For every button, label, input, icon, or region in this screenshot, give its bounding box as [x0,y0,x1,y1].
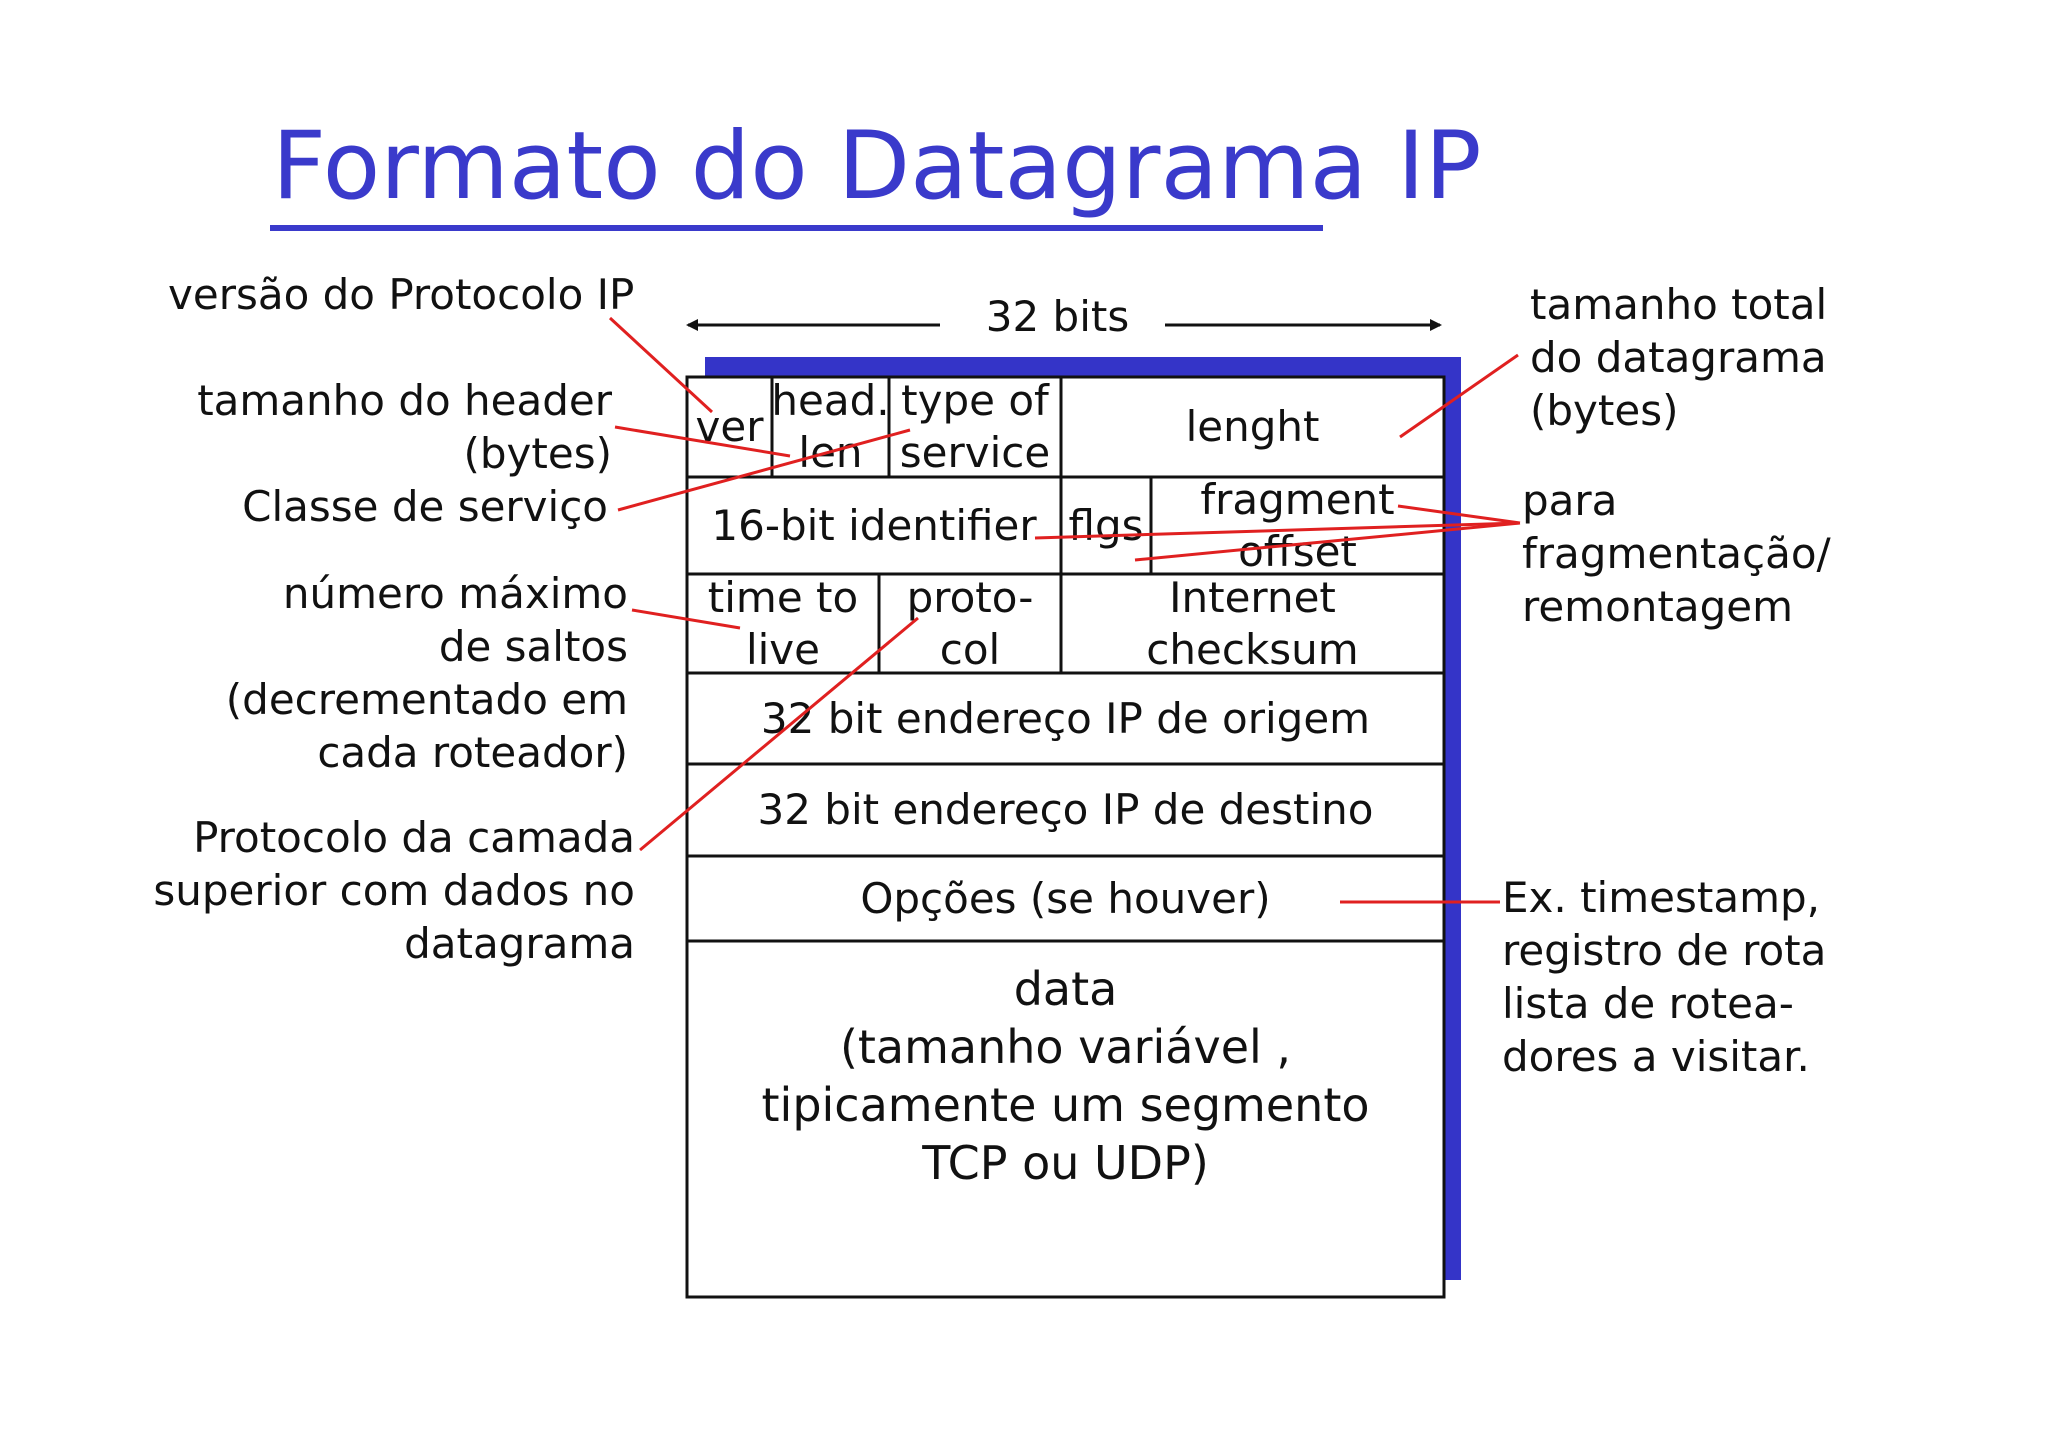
leader-service-class [618,430,910,510]
annotation-options-example-line3: lista de rotea- [1502,979,1794,1028]
field-checksum-line2: checksum [1146,624,1359,674]
annotation-options-example-line2: registro de rota [1502,926,1827,975]
annotation-upper-protocol-line1: Protocolo da camada [193,813,635,862]
field-ttl-line2: live [745,624,821,674]
field-frag-offset-line2: offset [1238,526,1357,576]
field-tos-line1: type of [901,376,1049,425]
annotation-header-size-line1: tamanho do header [197,376,612,425]
leader-header-size [615,427,790,456]
annotation-max-hops-line1: número máximo [282,569,628,618]
field-data-line4: TCP ou UDP) [922,1136,1209,1190]
field-dst-label: 32 bit endereço IP de destino [757,785,1374,834]
field-head-len-line1: head. [771,376,890,425]
width-label: 32 bits [985,292,1130,341]
leader-total-size [1400,355,1518,437]
annotation-upper-protocol-line2: superior com dados no [153,866,635,915]
field-flags-label: flgs [1068,500,1144,550]
annotation-total-size-line3: (bytes) [1530,386,1679,435]
annotation-options-example-line4: dores a visitar. [1502,1032,1810,1081]
annotation-version: versão do Protocolo IP [168,270,635,319]
field-data-line2: (tamanho variável , [839,1020,1292,1074]
field-options-label: Opções (se houver) [860,873,1271,923]
annotation-upper-protocol-line3: datagrama [404,919,635,968]
annotation-fragmentation-line1: para [1522,476,1618,525]
field-tos-line2: service [899,428,1051,477]
annotation-fragmentation-line3: remontagem [1522,582,1794,631]
field-checksum-line1: Internet [1169,572,1336,622]
field-identifier-label: 16-bit identifier [711,500,1037,550]
annotation-options-example-line1: Ex. timestamp, [1502,873,1820,922]
annotation-fragmentation-line2: fragmentação/ [1522,529,1831,578]
field-src-label: 32 bit endereço IP de origem [760,693,1371,743]
field-frag-offset-line1: fragment [1200,474,1395,524]
annotation-total-size-line2: do datagrama [1530,333,1827,382]
field-data-line1: data [1013,962,1118,1016]
leader-max-hops [632,610,740,628]
annotation-max-hops-line3: (decrementado em [225,675,628,724]
page-title: Formato do Datagrama IP [272,112,1482,221]
annotation-max-hops-line4: cada roteador) [317,728,628,777]
annotation-service-class: Classe de serviço [242,482,608,531]
leader-upper-protocol [640,618,918,850]
annotation-max-hops-line2: de saltos [438,622,628,671]
field-ver-label: ver [695,402,764,451]
field-head-len-line2: len [798,428,863,477]
leader-version [610,318,712,412]
field-protocol-line2: col [939,624,1001,674]
field-data-line3: tipicamente um segmento [761,1078,1370,1132]
leader-frag-offset [1398,506,1520,523]
field-ttl-line1: time to [707,572,859,622]
annotation-total-size-line1: tamanho total [1530,280,1828,329]
field-protocol-line1: proto- [906,572,1034,622]
field-length-label: lenght [1185,402,1320,451]
annotation-header-size-line2: (bytes) [463,429,612,478]
